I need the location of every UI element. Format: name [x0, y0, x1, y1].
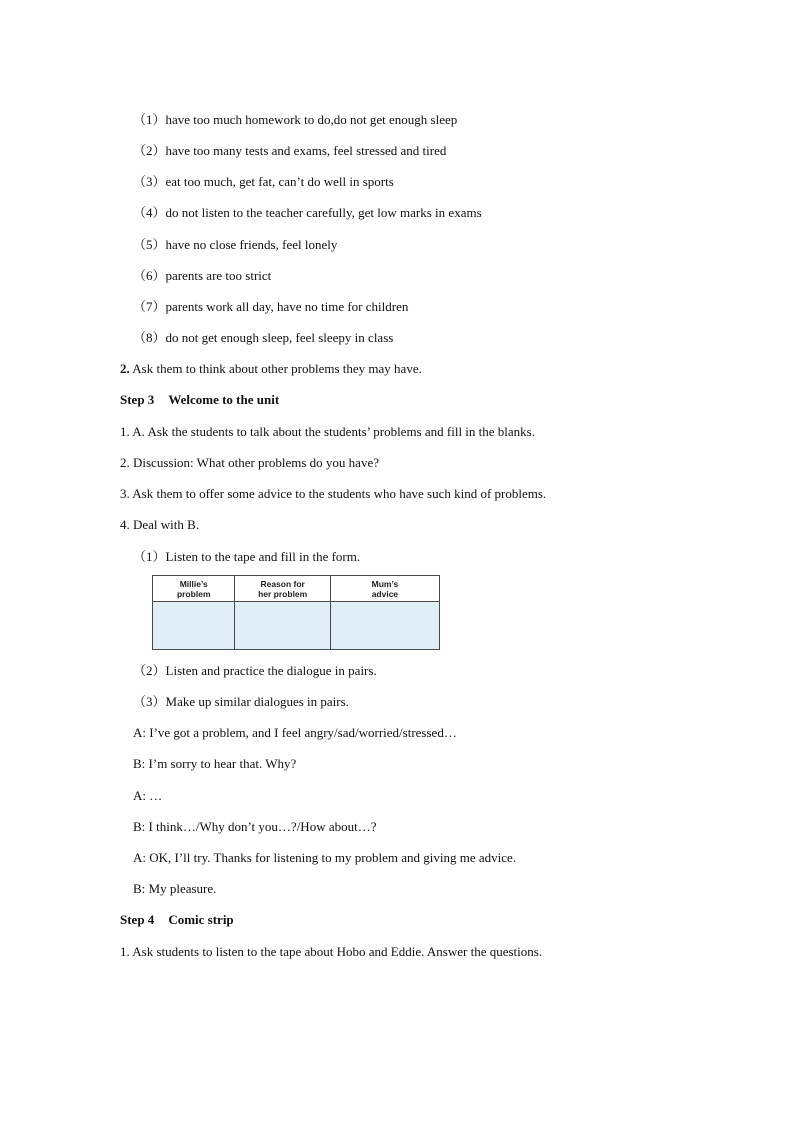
problem-item: （8）do not get enough sleep, feel sleepy in class — [133, 330, 394, 345]
dialogue-line: B: My pleasure. — [133, 881, 217, 896]
dialogue-line: A: OK, I’ll try. Thanks for listening to my problem and giving me advice. — [133, 850, 517, 865]
form-cell — [153, 602, 235, 650]
step3-sub-item: （3）Make up similar dialogues in pairs. — [133, 694, 349, 709]
step4-item: 1. Ask students to listen to the tape about Hobo and Eddie. Answer the questions. — [120, 944, 543, 959]
fill-in-form-table — [152, 575, 440, 650]
step3-item: 4. Deal with B. — [120, 517, 200, 532]
problem-item: （1）have too much homework to do,do not get enough sleep — [133, 112, 458, 127]
form-header-mums-advice: Mum’s advice — [330, 576, 439, 602]
form-cell — [330, 602, 439, 650]
step2-item-2: 2. Ask them to think about other problems they may have. — [120, 361, 422, 376]
step3-item: 2. Discussion: What other problems do you have? — [120, 455, 379, 470]
problem-item: （3）eat too much, get fat, can’t do well in sports — [133, 174, 394, 189]
form-cell — [235, 602, 330, 650]
form-header-millies-problem: Millie’s problem — [153, 576, 235, 602]
dialogue-line: B: I think…/Why don’t you…?/How about…? — [133, 819, 377, 834]
step3-sub-item: （1）Listen to the tape and fill in the form. — [133, 549, 361, 564]
problem-item: （6）parents are too strict — [133, 268, 272, 283]
dialogue-line: B: I’m sorry to hear that. Why? — [133, 756, 297, 771]
step3-sub-item: （2）Listen and practice the dialogue in pairs. — [133, 663, 377, 678]
form-header-reason: Reason for her problem — [235, 576, 330, 602]
step3-item: 1. A. Ask the students to talk about the students’ problems and fill in the blanks. — [120, 424, 535, 439]
problem-item: （7）parents work all day, have no time for children — [133, 299, 409, 314]
step3-heading: Step 3 Welcome to the unit — [120, 392, 280, 407]
dialogue-line: A: … — [133, 788, 163, 803]
problem-item: （2）have too many tests and exams, feel stressed and tired — [133, 143, 447, 158]
dialogue-line: A: I’ve got a problem, and I feel angry/sad/worried/stressed… — [133, 725, 457, 740]
problem-item: （5）have no close friends, feel lonely — [133, 237, 338, 252]
step4-heading: Step 4 Comic strip — [120, 912, 234, 927]
step3-item: 3. Ask them to offer some advice to the students who have such kind of problems. — [120, 486, 547, 501]
problem-item: （4）do not listen to the teacher carefully, get low marks in exams — [133, 205, 482, 220]
